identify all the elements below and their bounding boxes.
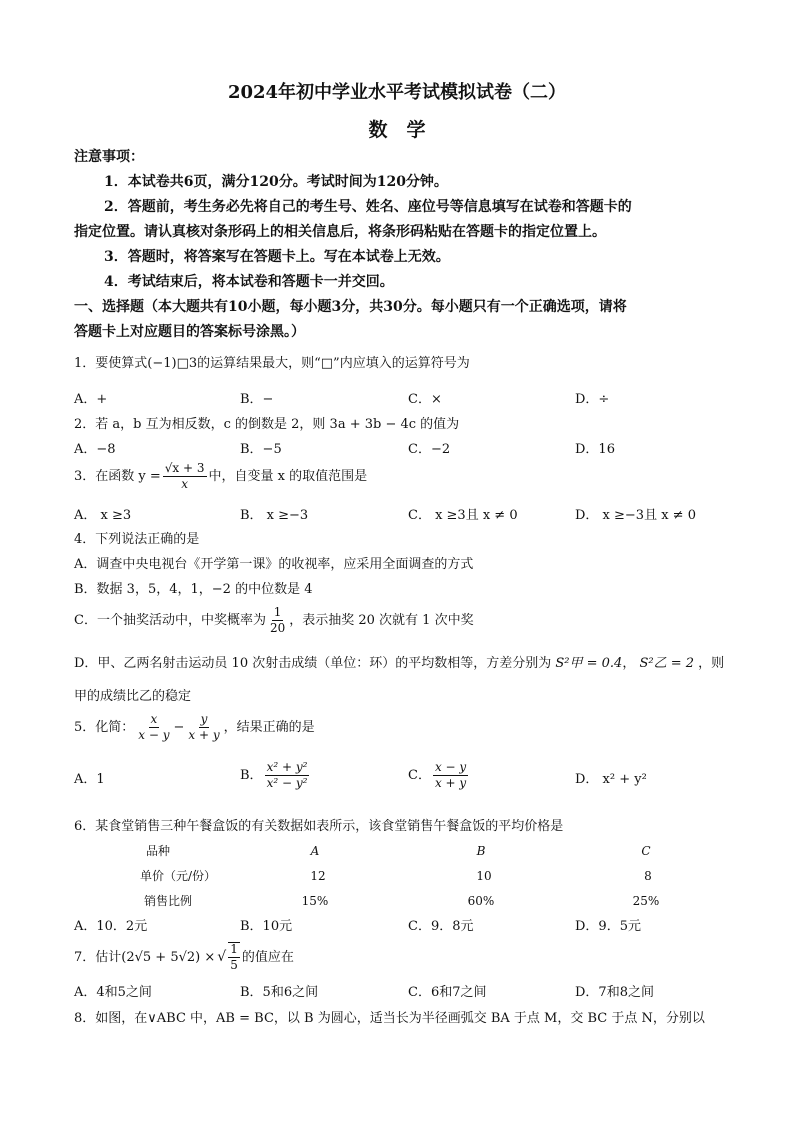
radical-icon: √ (217, 949, 227, 966)
table-cell: 15% (301, 894, 329, 908)
q4-option-b: B．数据 3，5，4，1，−2 的中位数是 4 (74, 582, 313, 597)
q7-suffix: 的值应在 (241, 949, 294, 965)
q5-option-b (240, 761, 311, 790)
q5-minus: − (173, 720, 185, 736)
q2-option-d: D．16 (575, 442, 615, 457)
q7-root-fraction (228, 942, 240, 972)
q5-c-fraction (433, 761, 468, 790)
q7-root-numerator: 1 (228, 943, 240, 958)
table-cell: 25% (632, 894, 660, 908)
section-heading-cont: 答题卡上对应题目的答案标号涂黑。） (74, 324, 305, 340)
q3-option-b: B． x ≥−3 (240, 508, 309, 523)
question-6: 6．某食堂销售三种午餐盒饭的有关数据如表所示，该食堂销售午餐盒饭的平均价格是 (74, 819, 564, 834)
q5-b-label: B． (240, 768, 263, 784)
q4-c-denominator: 20 (269, 621, 286, 636)
q1-option-a: A．+ (74, 392, 108, 407)
note-item: 3．答题时，将答案写在答题卡上。写在本试卷上无效。 (104, 249, 450, 265)
q5-suffix: ，结果正确的是 (223, 720, 315, 736)
q1-option-b: B．− (240, 392, 274, 407)
q4-c-prefix: C．一个抽奖活动中，中奖概率为 (74, 613, 266, 629)
q3-option-a: A． x ≥3 (74, 508, 132, 523)
question-3 (74, 462, 367, 491)
table-row-label-kind: 品种 (145, 844, 171, 858)
q5-option-d: D． x² + y² (575, 772, 647, 787)
q5-option-a: A．1 (74, 772, 105, 787)
table-row-label-price: 单价（元/份） (139, 869, 217, 883)
table-cell: 60% (467, 894, 495, 908)
q6-option-a: A．10．2元 (74, 919, 148, 934)
table-cell: A (310, 844, 320, 858)
notes-heading: 注意事项： (74, 149, 144, 165)
table-cell: 10 (476, 869, 492, 883)
q7-option-b: B．5和6之间 (240, 985, 319, 1000)
q3-prefix: 3．在函数 y = (74, 469, 161, 485)
q5-f1-numerator: x (149, 713, 160, 728)
q5-b-fraction (265, 761, 310, 790)
q4-d-prefix: D．甲、乙两名射击运动员 10 次射击成绩（单位：环）的平均数相等，方差分别为 (74, 656, 552, 671)
q4-c-suffix: ，表示抽奖 20 次就有 1 次中奖 (289, 613, 474, 629)
q1-option-d: D．÷ (575, 392, 610, 407)
q4-option-c (74, 606, 474, 635)
q1-option-c: C．× (408, 392, 442, 407)
question-7 (74, 942, 294, 972)
q5-prefix: 5．化简： (74, 720, 135, 736)
q3-fraction (163, 462, 207, 491)
question-2: 2．若 a，b 互为相反数，c 的倒数是 2，则 3a + 3b − 4c 的值为 (74, 417, 460, 432)
q4-c-numerator: 1 (272, 606, 284, 621)
q3-denominator: x (181, 477, 189, 492)
q5-c-denominator: x + y (434, 776, 467, 791)
table-cell: 12 (310, 869, 326, 883)
section-heading: 一、选择题（本大题共有10小题，每小题3分，共30分。每小题只有一个正确选项，请将 (74, 299, 627, 315)
q5-c-numerator: x − y (433, 761, 468, 776)
q7-option-c: C．6和7之间 (408, 985, 487, 1000)
table-cell: C (641, 844, 651, 858)
q2-option-b: B．−5 (240, 442, 282, 457)
q4-d-variance-a: S²甲 = 0.4 (555, 656, 623, 671)
question-5 (74, 713, 315, 742)
q3-option-c: C． x ≥3且 x ≠ 0 (408, 508, 518, 523)
table-row-label-ratio: 销售比例 (143, 894, 193, 908)
q7-root-denominator: 5 (230, 958, 238, 973)
note-item: 1．本试卷共6页，满分120分。考试时间为120分钟。 (104, 174, 448, 190)
q5-c-label: C． (408, 768, 431, 784)
q6-option-d: D．9．5元 (575, 919, 641, 934)
q5-b-denominator: x² − y² (266, 776, 308, 791)
q6-option-b: B．10元 (240, 919, 293, 934)
subject-title: 数 学 (368, 119, 426, 141)
q5-option-c (408, 761, 470, 790)
note-item: 4．考试结束后，将本试卷和答题卡一并交回。 (104, 274, 394, 290)
q5-fraction-1 (136, 713, 171, 742)
note-item: 指定位置。请认真核对条形码上的相关信息后，将条形码粘贴在答题卡的指定位置上。 (74, 224, 606, 240)
q3-suffix: 中，自变量 x 的取值范围是 (208, 469, 368, 485)
q3-option-d: D． x ≥−3且 x ≠ 0 (575, 508, 696, 523)
q5-f2-numerator: y (199, 713, 210, 728)
q5-f2-denominator: x + y (188, 728, 220, 743)
q7-option-a: A．4和5之间 (74, 985, 152, 1000)
q6-option-c: C．9．8元 (408, 919, 474, 934)
question-1: 1．要使算式(−1)□3的运算结果最大，则“□”内应填入的运算符号为 (74, 356, 470, 371)
q3-numerator: √x + 3 (163, 462, 207, 477)
q4-option-d: D．甲、乙两名射击运动员 10 次射击成绩（单位：环）的平均数相等，方差分别为 S²甲 = 0.4， S²乙 = 2 ，则 (74, 656, 725, 671)
question-4: 4．下列说法正确的是 (74, 532, 200, 547)
q2-option-c: C．−2 (408, 442, 451, 457)
exam-title: 2024年初中学业水平考试模拟试卷（二） (227, 82, 567, 103)
q4-d-suffix: ，则 (698, 656, 725, 671)
q4-d-variance-b: S²乙 = 2 (639, 656, 695, 671)
q7-prefix: 7．估计 (74, 949, 122, 965)
q5-fraction-2 (186, 713, 221, 742)
q5-f1-denominator: x − y (138, 728, 170, 743)
q5-b-numerator: x² + y² (265, 761, 310, 776)
q4-option-a: A．调查中央电视台《开学第一课》的收视率，应采用全面调查的方式 (74, 557, 474, 572)
q2-option-a: A．−8 (74, 442, 116, 457)
q4-option-d-cont: 甲的成绩比乙的稳定 (74, 689, 192, 704)
note-item: 2．答题前，考生务必先将自己的考生号、姓名、座位号等信息填写在试卷和答题卡的 (104, 199, 632, 215)
table-cell: B (476, 844, 486, 858)
question-8: 8．如图，在∨ABC 中，AB = BC，以 B 为圆心，适当长为半径画弧交 BA 于点 M，交 BC 于点 N，分别以 (74, 1011, 705, 1026)
table-cell: 8 (644, 869, 652, 883)
q4-c-fraction (268, 606, 287, 635)
q7-expression: (2√5 + 5√2) × (121, 949, 216, 965)
q7-option-d: D．7和8之间 (575, 985, 654, 1000)
